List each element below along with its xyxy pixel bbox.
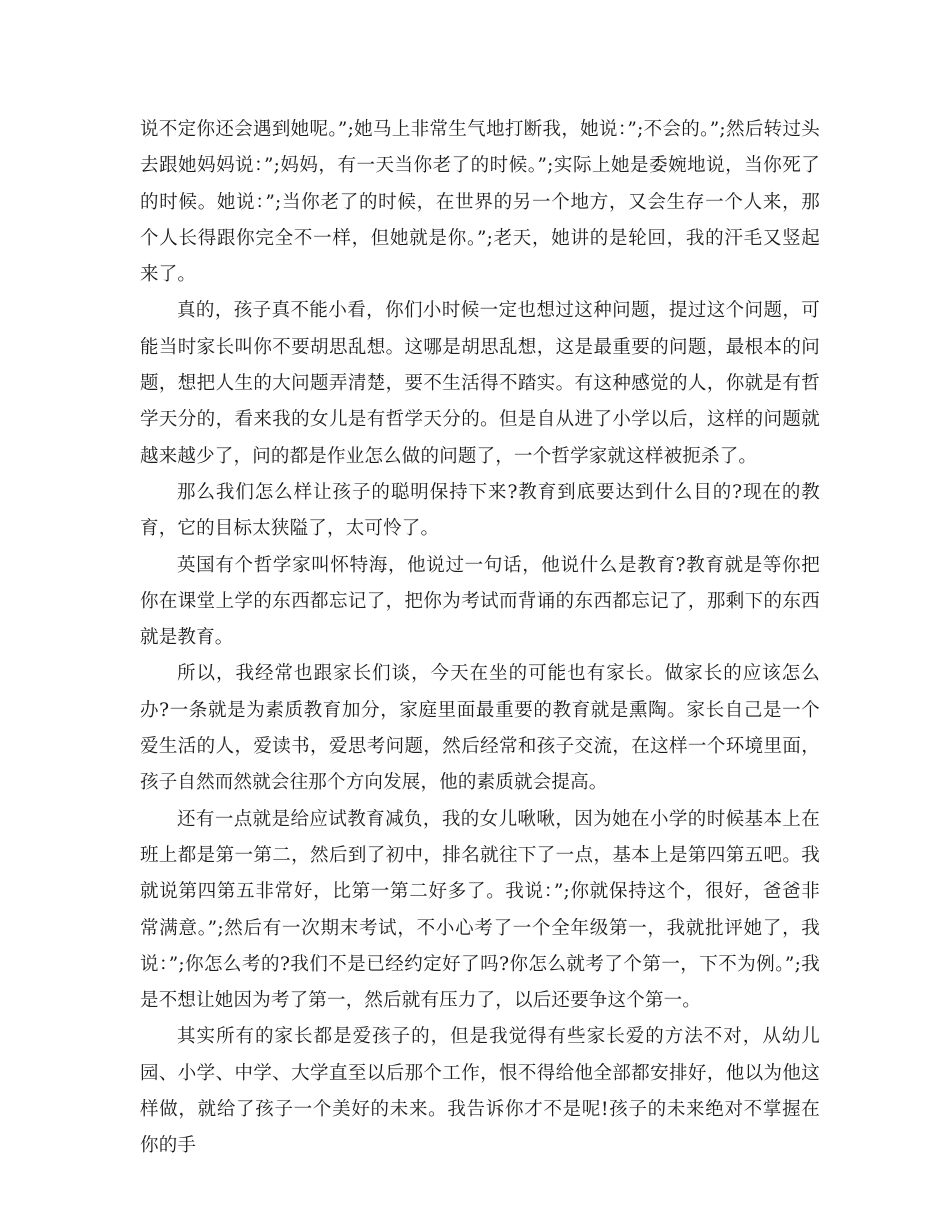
- paragraph: 英国有个哲学家叫怀特海，他说过一句话，他说什么是教育?教育就是等你把你在课堂上学的东西都忘记了，把你为考试而背诵的东西都忘记了，那剩下的东西就是教育。: [140, 554, 820, 649]
- paragraph: 真的，孩子真不能小看，你们小时候一定也想过这种问题，提过这个问题，可能当时家长叫你不要胡思乱想。这哪是胡思乱想，这是最重要的问题，最根本的问题，想把人生的大问题弄清楚，要不生活得不踏实。有这种感觉的人，你就是有哲学天分的，看来我的女儿是有哲学天分的。但是自从进了小学以后，这样的问题就越来越少了，问的都是作业怎么做的问题了，一个哲学家就这样被扼杀了。: [140, 300, 820, 467]
- paragraph-continued: 说不定你还会遇到她呢。”;她马上非常生气地打断我，她说：”;不会的。”;然后转过头去跟她妈妈说：”;妈妈，有一天当你老了的时候。”;实际上她是委婉地说，当你死了的时候。她说：”;当你老了的时候，在世界的另一个地方，又会生存一个人来，那个人长得跟你完全不一样，但她就是你。”;老天，她讲的是轮回，我的汗毛又竖起来了。: [140, 119, 820, 286]
- paragraph: 其实所有的家长都是爱孩子的，但是我觉得有些家长爱的方法不对，从幼儿园、小学、中学、大学直至以后那个工作，恨不得给他全部都安排好，他以为他这样做，就给了孩子一个美好的未来。我告诉你才不是呢!孩子的未来绝对不掌握在你的手: [140, 1026, 820, 1157]
- paragraph: 还有一点就是给应试教育减负，我的女儿啾啾，因为她在小学的时候基本上在班上都是第一第二，然后到了初中，排名就往下了一点，基本上是第四第五吧。我就说第四第五非常好，比第一第二好多了。我说：”;你就保持这个，很好，爸爸非常满意。”;然后有一次期末考试，不小心考了一个全年级第一，我就批评她了，我说：”;你怎么考的?我们不是已经约定好了吗?你怎么就考了个第一，下不为例。”;我是不想让她因为考了第一，然后就有压力了，以后还要争这个第一。: [140, 808, 820, 1012]
- document-body: [140, 112, 820, 1165]
- paragraph: 所以，我经常也跟家长们谈，今天在坐的可能也有家长。做家长的应该怎么办?一条就是为素质教育加分，家庭里面最重要的教育就是熏陶。家长自己是一个爱生活的人，爱读书，爱思考问题，然后经常和孩子交流，在这样一个环境里面，孩子自然而然就会往那个方向发展，他的素质就会提高。: [140, 663, 820, 794]
- paragraph: 那么我们怎么样让孩子的聪明保持下来?教育到底要达到什么目的?现在的教育，它的目标太狭隘了，太可怜了。: [140, 481, 820, 540]
